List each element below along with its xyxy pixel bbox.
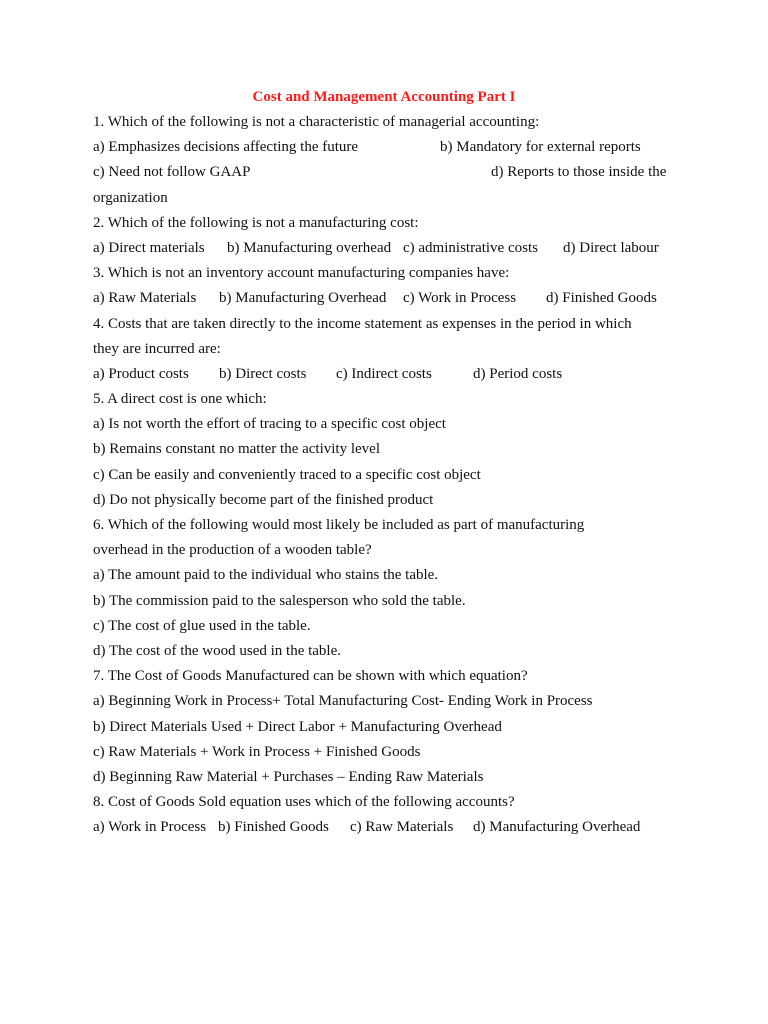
q4-option-c: c) Indirect costs: [336, 366, 432, 382]
question-6-continued: overhead in the production of a wooden table?: [93, 542, 372, 558]
question-6: 6. Which of the following would most likely be included as part of manufacturing: [93, 517, 585, 533]
q5-option-b: b) Remains constant no matter the activity level: [93, 441, 380, 457]
q7-option-b: b) Direct Materials Used + Direct Labor + Manufacturing Overhead: [93, 719, 502, 735]
q4-option-d: d) Period costs: [473, 366, 563, 382]
question-2-options: [93, 239, 683, 257]
q2-option-a: a) Direct materials: [93, 240, 205, 256]
question-1-options-row-2: [93, 163, 683, 181]
q6-option-d: d) The cost of the wood used in the table.: [93, 643, 341, 659]
q5-option-d: d) Do not physically become part of the finished product: [93, 492, 434, 508]
q8-option-a: a) Work in Process: [93, 819, 207, 835]
q6-option-b: b) The commission paid to the salesperson who sold the table.: [93, 593, 466, 609]
q1-option-d: d) Reports to those inside the: [491, 164, 667, 180]
q8-option-b: b) Finished Goods: [218, 819, 329, 835]
question-3-options: [93, 289, 683, 307]
question-1-options-row-1: [93, 138, 683, 156]
question-3: 3. Which is not an inventory account manufacturing companies have:: [93, 265, 510, 281]
page-title: Cost and Management Accounting Part I: [252, 89, 516, 105]
question-2: 2. Which of the following is not a manufacturing cost:: [93, 215, 419, 231]
question-1: 1. Which of the following is not a characteristic of managerial accounting:: [93, 114, 540, 130]
q6-option-c: c) The cost of glue used in the table.: [93, 618, 311, 634]
question-4: 4. Costs that are taken directly to the income statement as expenses in the period in which: [93, 316, 632, 332]
q6-option-a: a) The amount paid to the individual who stains the table.: [93, 567, 439, 583]
question-5: 5. A direct cost is one which:: [93, 391, 267, 407]
q2-option-d: d) Direct labour: [563, 240, 659, 256]
q1-option-c: c) Need not follow GAAP: [93, 164, 251, 180]
q2-option-c: c) administrative costs: [403, 240, 538, 256]
q3-option-b: b) Manufacturing Overhead: [219, 290, 387, 306]
q4-option-a: a) Product costs: [93, 366, 189, 382]
question-8-options: [93, 818, 683, 836]
q8-option-c: c) Raw Materials: [350, 819, 454, 835]
q5-option-c: c) Can be easily and conveniently traced to a specific cost object: [93, 467, 481, 483]
question-4-continued: they are incurred are:: [93, 341, 221, 357]
q3-option-d: d) Finished Goods: [546, 290, 657, 306]
q3-option-c: c) Work in Process: [403, 290, 517, 306]
question-7: 7. The Cost of Goods Manufactured can be shown with which equation?: [93, 668, 528, 684]
q7-option-a: a) Beginning Work in Process+ Total Manufacturing Cost- Ending Work in Process: [93, 693, 593, 709]
q1-option-d-continued: organization: [93, 190, 168, 206]
q1-option-a: a) Emphasizes decisions affecting the future: [93, 139, 359, 155]
question-8: 8. Cost of Goods Sold equation uses which of the following accounts?: [93, 794, 515, 810]
q2-option-b: b) Manufacturing overhead: [227, 240, 392, 256]
q1-option-b: b) Mandatory for external reports: [440, 139, 641, 155]
question-4-options: [93, 365, 683, 383]
q5-option-a: a) Is not worth the effort of tracing to a specific cost object: [93, 416, 446, 432]
q4-option-b: b) Direct costs: [219, 366, 307, 382]
q8-option-d: d) Manufacturing Overhead: [473, 819, 641, 835]
q3-option-a: a) Raw Materials: [93, 290, 197, 306]
q7-option-d: d) Beginning Raw Material + Purchases – Ending Raw Materials: [93, 769, 484, 785]
q7-option-c: c) Raw Materials + Work in Process + Finished Goods: [93, 744, 421, 760]
